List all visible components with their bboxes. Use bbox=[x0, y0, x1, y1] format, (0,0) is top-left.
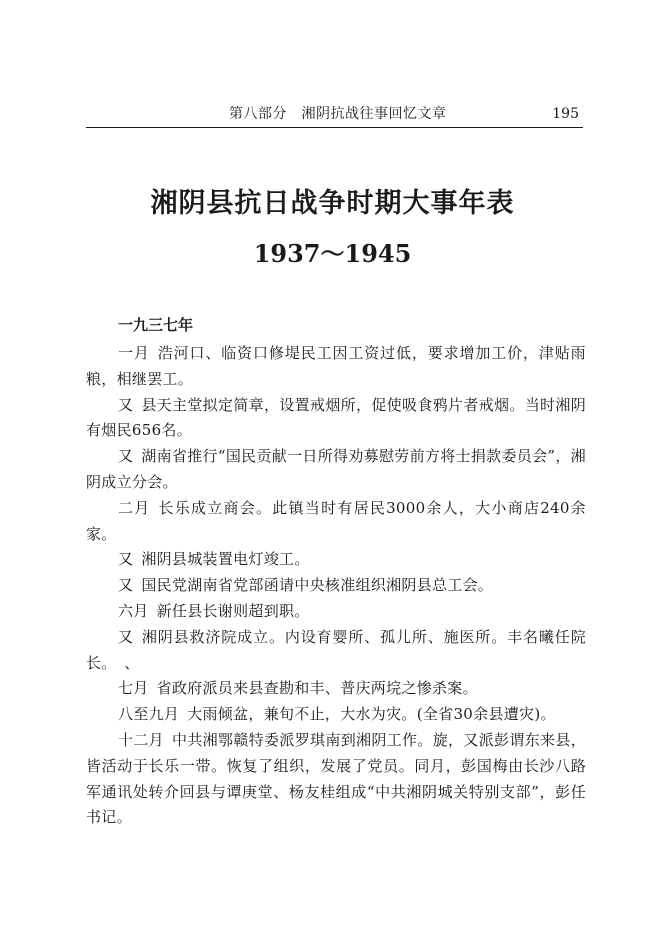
entry-date: 又 bbox=[118, 627, 134, 646]
running-header bbox=[86, 103, 583, 128]
entry-text: 省政府派员来县查勘和丰、普庆两垸之惨杀案。 bbox=[156, 679, 478, 698]
entry-text: 县天主堂拟定简章，设置戒烟所，促使吸食鸦片者戒烟。当时湘阴有烟民656名。 bbox=[86, 395, 586, 440]
chronology-entry bbox=[86, 393, 586, 445]
entry-date: 十二月 bbox=[118, 730, 165, 749]
chronology-entry bbox=[86, 444, 586, 496]
entry-date: 又 bbox=[118, 447, 134, 466]
entry-text: 浩河口、临资口修堤民工因工资过低，要求增加工价，津贴雨粮，相继罢工。 bbox=[86, 344, 586, 388]
entry-text: 大雨倾盆，兼旬不止，大水为灾。(全省30余县遭灾)。 bbox=[187, 705, 556, 724]
entry-text: 湖南省推行“国民贡献一日所得劝募慰劳前方将士捐款委员会”，湘阴成立分会。 bbox=[86, 447, 586, 491]
chronology-entries bbox=[86, 341, 586, 831]
entry-text: 国民党湖南省党部函请中央核准组织湘阴县总工会。 bbox=[141, 576, 494, 595]
section-title: 第八部分 湘阴抗战往事回忆文章 bbox=[229, 106, 447, 122]
chronology-entry bbox=[86, 728, 586, 831]
entry-date: 七月 bbox=[118, 679, 149, 698]
entry-date: 二月 bbox=[118, 498, 151, 517]
chronology-entry bbox=[86, 625, 586, 677]
chronology-entry bbox=[86, 599, 586, 625]
chronology-entry bbox=[86, 496, 586, 548]
page-title: 湘阴县抗日战争时期大事年表 bbox=[150, 188, 515, 219]
date-range-subtitle: 1937～1945 bbox=[253, 239, 412, 268]
entry-text: 湘阴县城装置电灯竣工。 bbox=[141, 550, 310, 569]
entry-date: 又 bbox=[118, 395, 134, 414]
entry-text: 长乐成立商会。此镇当时有居民3000余人，大小商店240余家。 bbox=[86, 498, 586, 543]
entry-date: 又 bbox=[118, 550, 134, 569]
entry-date: 一月 bbox=[118, 344, 150, 362]
chronology-entry bbox=[86, 676, 586, 702]
year-heading: 一九三七年 bbox=[118, 316, 194, 334]
entry-text: 新任县长谢则超到职。 bbox=[156, 601, 310, 620]
entry-date: 又 bbox=[118, 576, 134, 595]
chronology-entry bbox=[86, 341, 586, 393]
page-number: 195 bbox=[552, 106, 579, 122]
entry-text: 中共湘鄂赣特委派罗琪南到湘阴工作。旋，又派彭谓东来县，皆活动于长乐一带。恢复了组织，发展了党员。同月，彭国梅由长沙八路军通讯处转介回县与谭庚堂、杨友桂组成“中共湘阴城关特别支部”，彭任书记。 bbox=[86, 730, 587, 827]
entry-date: 六月 bbox=[118, 601, 149, 620]
chronology-entry bbox=[86, 573, 586, 599]
chronology-entry bbox=[86, 547, 586, 573]
entry-date: 八至九月 bbox=[118, 705, 180, 724]
chronology-entry bbox=[86, 702, 586, 728]
entry-text: 湘阴县救济院成立。内设育婴所、孤儿所、施医所。丰名曦任院长。 、 bbox=[86, 627, 586, 672]
